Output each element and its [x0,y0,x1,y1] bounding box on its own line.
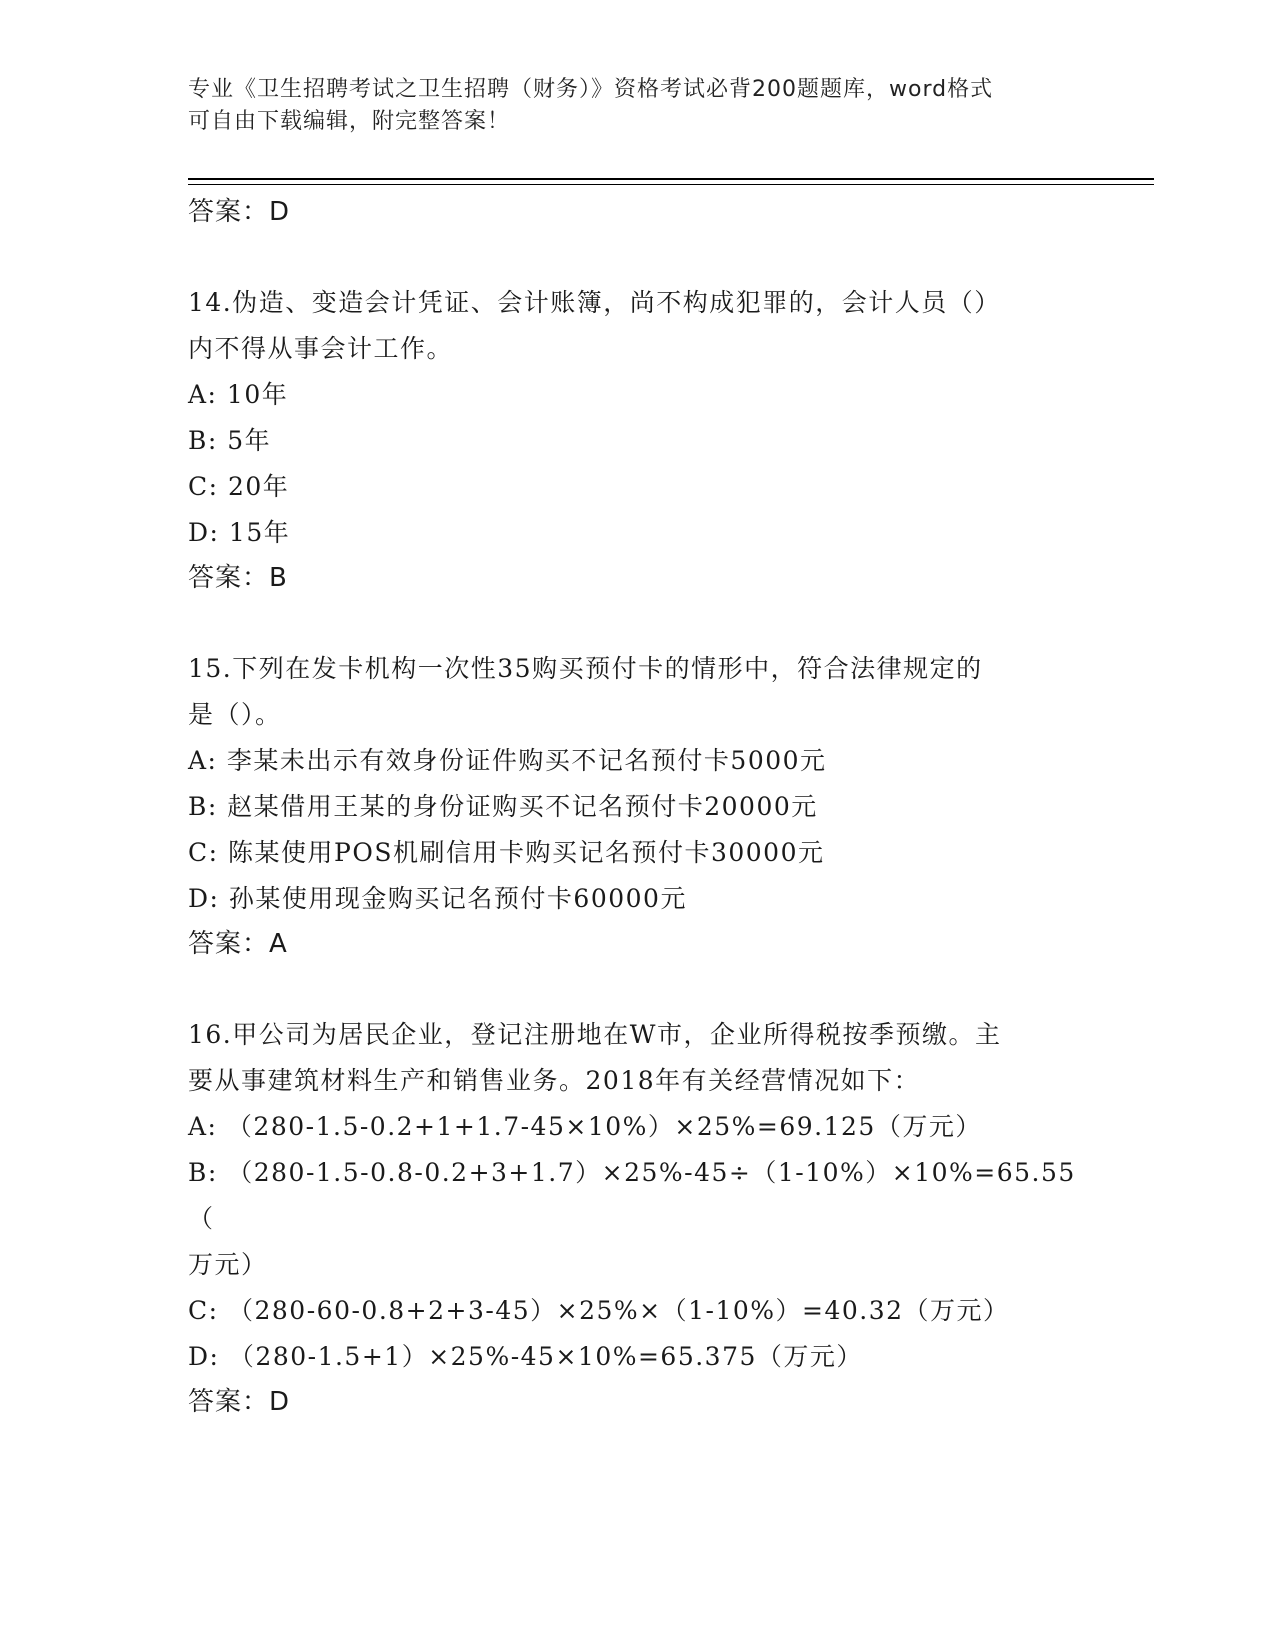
option-a: A: （280-1.5-0.2+1+1.7-45×10%）×25%=69.125（万元） [188,1112,982,1141]
header-rule-thin [188,184,1154,185]
option-d: D: 15年 [188,518,291,547]
option-c: C: 陈某使用POS机刷信用卡购买记名预付卡30000元 [188,838,825,867]
question-stem-line: 要从事建筑材料生产和销售业务。2018年有关经营情况如下： [188,1066,921,1095]
previous-answer: 答案：D [188,197,291,227]
header-line-1: 专业《卫生招聘考试之卫生招聘（财务）》资格考试必背200题题库，word格式 [188,77,994,102]
option-b-continued: 万元） [188,1250,268,1279]
question-stem-line: 14.伪造、变造会计凭证、会计账簿，尚不构成犯罪的，会计人员（） [188,288,1001,317]
question-answer: 答案：A [188,929,288,959]
question-stem [188,280,1088,372]
option-a: A: 10年 [188,380,289,409]
document-body [188,190,1088,1424]
question-answer: 答案：B [188,563,288,593]
question-stem [188,646,1088,738]
question-15 [188,646,1088,966]
question-answer: 答案：D [188,1387,291,1417]
question-stem-line: 16.甲公司为居民企业，登记注册地在W市，企业所得税按季预缴。主 [188,1020,1002,1049]
header-rule-thick [188,178,1154,180]
question-stem [188,1012,1088,1104]
option-a: A: 李某未出示有效身份证件购买不记名预付卡5000元 [188,746,827,775]
question-stem-line: 是（）。 [188,700,282,729]
option-d: D: （280-1.5+1）×25%-45×10%=65.375（万元） [188,1342,863,1371]
question-14 [188,280,1088,600]
question-stem-line: 内不得从事会计工作。 [188,334,454,363]
header-line-2: 可自由下载编辑，附完整答案！ [188,109,511,134]
option-c: C: （280-60-0.8+2+3-45）×25%×（1-10%）=40.32（万元） [188,1296,1010,1325]
document-header [188,74,1088,138]
option-b: B: （280-1.5-0.8-0.2+3+1.7）×25%-45÷（1-10%）×10%=65.55（ [188,1158,1076,1233]
question-stem-line: 15.下列在发卡机构一次性35购买预付卡的情形中，符合法律规定的 [188,654,983,683]
option-c: C: 20年 [188,472,290,501]
option-d: D: 孙某使用现金购买记名预付卡60000元 [188,884,687,913]
option-b: B: 赵某借用王某的身份证购买不记名预付卡20000元 [188,792,818,821]
option-b: B: 5年 [188,426,272,455]
question-16 [188,1012,1088,1424]
